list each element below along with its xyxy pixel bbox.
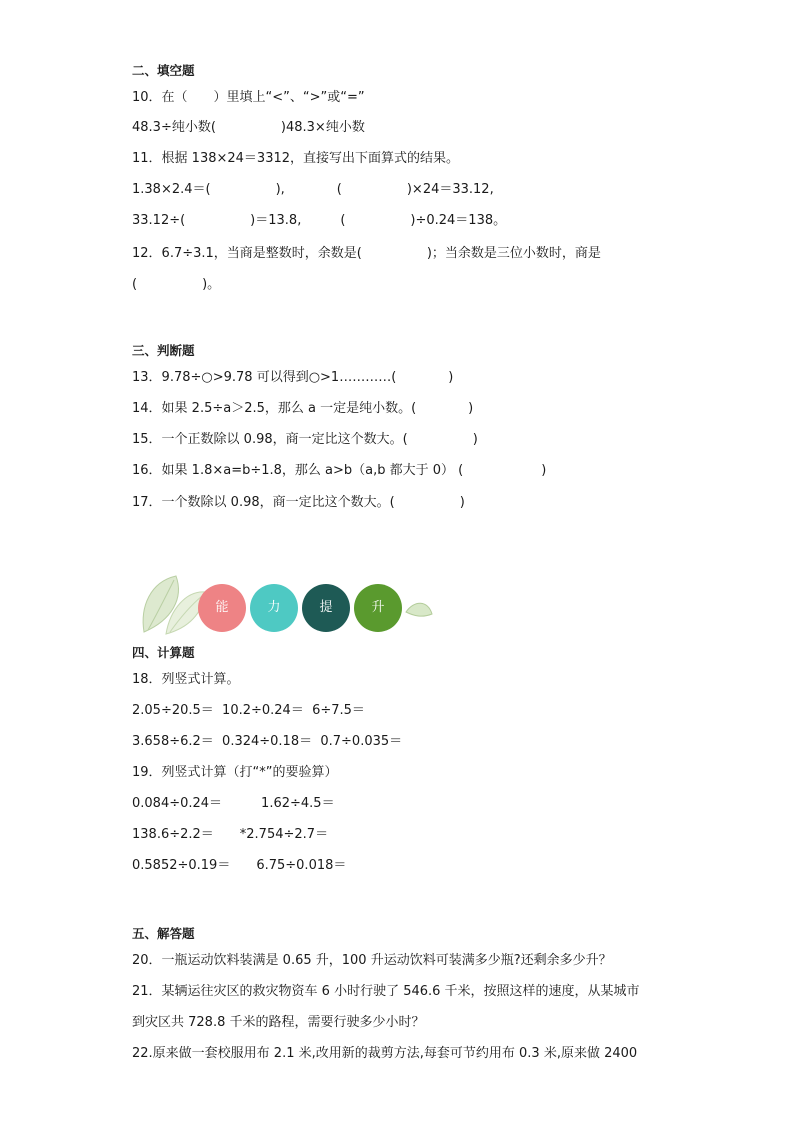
section-heading-word-problems: 五、解答题 — [132, 926, 195, 941]
question-line: 3.658÷6.2＝ 0.324÷0.18＝ 0.7÷0.035＝ — [132, 734, 403, 749]
question-line: 138.6÷2.2＝ *2.754÷2.7＝ — [132, 827, 329, 842]
question-line: 13．9.78÷○>9.78 可以得到○>1…………( ) — [132, 370, 454, 385]
question-line: 到灾区共 728.8 千米的路程，需要行驶多少小时？ — [132, 1015, 425, 1030]
question-line: 15．一个正数除以 0.98，商一定比这个数大。( ) — [132, 432, 478, 447]
section-heading-judgement: 三、判断题 — [132, 343, 195, 358]
question-line: 10．在（ ）里填上“<”、“>”或“=” — [132, 90, 365, 105]
question-line: 18．列竖式计算。 — [132, 672, 240, 687]
question-line: 11．根据 138×24＝3312，直接写出下面算式的结果。 — [132, 151, 460, 166]
badge-circle: 能 — [198, 584, 246, 632]
question-line: 19．列竖式计算（打“*”的要验算） — [132, 765, 338, 780]
question-line: 17．一个数除以 0.98，商一定比这个数大。( ) — [132, 495, 465, 510]
question-line: 21．某辆运往灾区的救灾物资车 6 小时行驶了 546.6 千米，按照这样的速度，从某城市 — [132, 984, 640, 999]
question-line: ( )。 — [132, 277, 221, 292]
badge-circle: 升 — [354, 584, 402, 632]
question-line: 0.5852÷0.19＝ 6.75÷0.018＝ — [132, 858, 347, 873]
question-line: 2.05÷20.5＝ 10.2÷0.24＝ 6÷7.5＝ — [132, 703, 365, 718]
question-line: 48.3÷纯小数( )48.3×纯小数 — [132, 120, 365, 135]
ability-banner — [136, 572, 436, 636]
question-line: 0.084÷0.24＝ 1.62÷4.5＝ — [132, 796, 335, 811]
badge-circle: 力 — [250, 584, 298, 632]
question-line: 22.原来做一套校服用布 2.1 米,改用新的裁剪方法,每套可节约用布 0.3 米,原来做 2400 — [132, 1046, 638, 1061]
question-line: 20．一瓶运动饮料装满是 0.65 升，100 升运动饮料可装满多少瓶?还剩余多少升？ — [132, 953, 612, 968]
question-line: 12．6.7÷3.1，当商是整数时，余数是( )；当余数是三位小数时，商是 — [132, 246, 601, 261]
question-line: 33.12÷( )＝13.8, ( )÷0.24＝138。 — [132, 213, 507, 228]
question-line: 14．如果 2.5÷a＞2.5，那么 a 一定是纯小数。( ) — [132, 401, 474, 416]
section-heading-fill-in: 二、填空题 — [132, 63, 195, 78]
question-line: 16．如果 1.8×a=b÷1.8，那么 a>b（a,b 都大于 0） ( ) — [132, 463, 547, 478]
question-line: 1.38×2.4＝( ), ( )×24＝33.12, — [132, 182, 494, 197]
section-heading-calculation: 四、计算题 — [132, 645, 195, 660]
badge-circle: 提 — [302, 584, 350, 632]
